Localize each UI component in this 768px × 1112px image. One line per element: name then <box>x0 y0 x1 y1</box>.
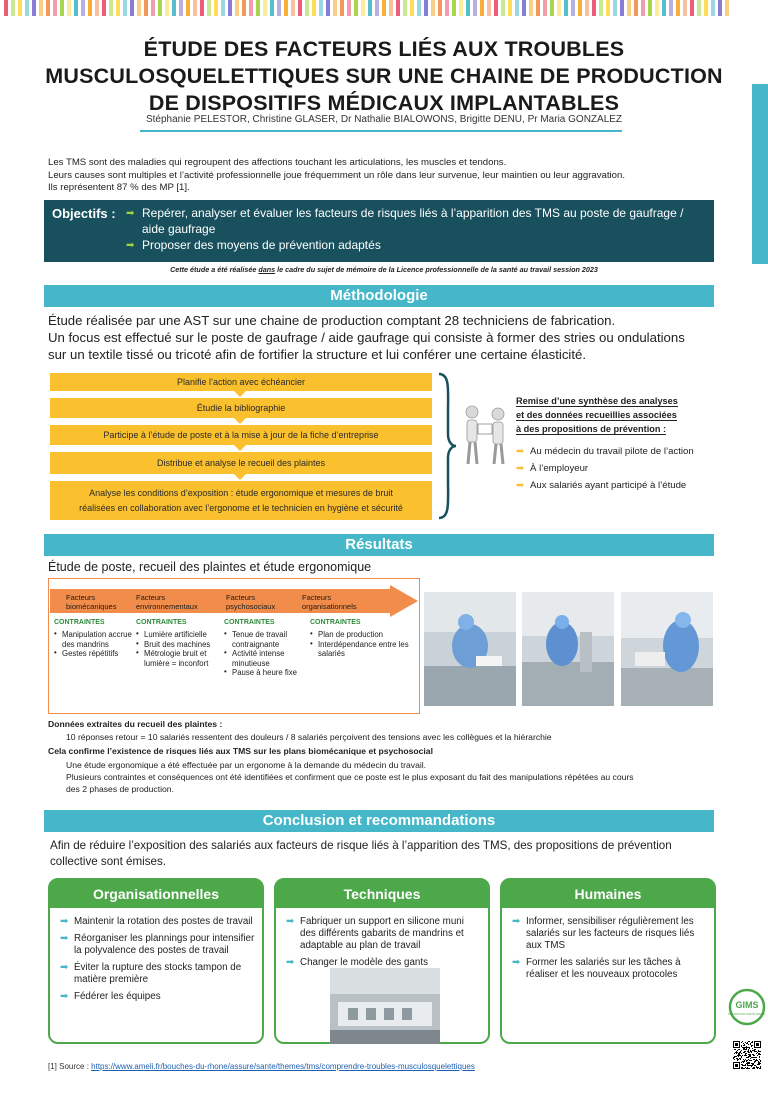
confetti-stripe <box>11 0 15 16</box>
complaints-title: Données extraites du recueil des plaintes : <box>48 719 223 729</box>
card-title: Humaines <box>502 880 714 908</box>
title-line: MUSCULOSQUELETTIQUES SUR UNE CHAINE DE PRODUCTION <box>45 64 723 88</box>
confetti-stripe <box>697 0 701 16</box>
confetti-stripe <box>88 0 92 16</box>
confetti-stripe <box>473 0 477 16</box>
recommendation-text: Fédérer les équipes <box>74 991 161 1002</box>
workstation-photo <box>621 592 713 706</box>
synthesis-line <box>516 408 726 422</box>
people-handshake-figure-icon <box>460 400 510 468</box>
poster-title <box>0 36 768 117</box>
intro-text <box>48 157 718 195</box>
recommendation-item <box>512 916 708 952</box>
objective-text: Repérer, analyser et évaluer les facteurs de risques liés à l’apparition des TMS au poste de gaufrage / aide gaufrage <box>142 206 684 236</box>
confetti-stripe <box>368 0 372 16</box>
confetti-stripe <box>585 0 589 16</box>
confetti-stripe <box>354 0 358 16</box>
confetti-stripe <box>522 0 526 16</box>
methodology-line: sur un textile tissé ou tricoté afin de fortifier la structure et lui conférer une certaine élasticité. <box>48 347 587 362</box>
ergonomic-line: Une étude ergonomique a été effectuée par un ergonome à la demande du médecin du travail. <box>66 760 427 770</box>
objectives-box <box>44 200 714 262</box>
confetti-stripe <box>277 0 281 16</box>
qr-code[interactable] <box>732 1040 762 1070</box>
card-title: Organisationnelles <box>50 880 262 908</box>
confetti-stripe <box>529 0 533 16</box>
constraint-item: • Plan de production <box>310 630 410 639</box>
ergonomic-study-text <box>66 759 716 795</box>
confetti-stripe <box>396 0 400 16</box>
confetti-stripe <box>620 0 624 16</box>
recommendation-text: Réorganiser les plannings pour intensifier la polyvalence des postes de travail <box>74 933 255 956</box>
methodology-line: Un focus est effectué sur le poste de gaufrage / aide gaufrage qui consiste à former des stries ou ondulations <box>48 330 685 345</box>
constraints-column <box>310 618 410 659</box>
confetti-stripe <box>256 0 260 16</box>
gims-logo <box>728 988 766 1026</box>
confetti-stripe <box>606 0 610 16</box>
confetti-stripe <box>627 0 631 16</box>
arrow-right-icon: ➡ <box>126 208 135 219</box>
objective-text: Proposer des moyens de prévention adaptés <box>142 238 381 252</box>
factor-line: Facteurs <box>302 593 332 602</box>
confetti-stripe <box>235 0 239 16</box>
source-label: [1] Source : <box>48 1062 92 1071</box>
recommendation-item <box>60 916 256 928</box>
confetti-stripe <box>137 0 141 16</box>
confetti-stripe <box>60 0 64 16</box>
confetti-stripe <box>445 0 449 16</box>
confetti-stripe <box>466 0 470 16</box>
arrow-right-icon: ➡ <box>126 240 135 251</box>
ergonomic-line: Plusieurs contraintes et conséquences ont été identifiées et confirment que ce poste est le plus exposant du fait des manipulations répétées au cours <box>66 772 634 782</box>
confetti-stripe <box>648 0 652 16</box>
confetti-stripe <box>221 0 225 16</box>
objectives-list <box>126 205 686 254</box>
confetti-stripe <box>158 0 162 16</box>
confetti-stripe <box>228 0 232 16</box>
note-text: le cadre du sujet de mémoire de la Licence professionnelle de la santé au travail session 2023 <box>275 265 598 274</box>
confetti-stripe <box>599 0 603 16</box>
intro-line: Ils représentent 87 % des MP [1]. <box>48 182 190 193</box>
synthesis-text: à des propositions de prévention : <box>516 424 667 434</box>
confetti-stripe <box>39 0 43 16</box>
recipient-list <box>516 443 736 494</box>
confetti-stripe <box>298 0 302 16</box>
confetti-stripe <box>326 0 330 16</box>
confetti-stripe <box>312 0 316 16</box>
confetti-stripe <box>508 0 512 16</box>
confetti-stripe <box>501 0 505 16</box>
source-link[interactable]: https://www.ameli.fr/bouches-du-rhone/assure/sante/themes/tms/comprendre-troubles-musculosquelettiques <box>91 1062 475 1071</box>
recipient-text: Au médecin du travail pilote de l’action <box>530 446 694 457</box>
recommendation-text: Éviter la rupture des stocks tampon de matière première <box>74 962 242 985</box>
confetti-stripe <box>438 0 442 16</box>
confetti-stripe <box>711 0 715 16</box>
ergonomic-line: des 2 phases de production. <box>66 784 174 794</box>
constraints-column <box>224 618 304 677</box>
confetti-stripe <box>347 0 351 16</box>
intro-line: Les TMS sont des maladies qui regroupent des affections touchant les articulations, les muscles et tendons. <box>48 157 507 168</box>
arrow-right-icon: ➡ <box>512 916 521 927</box>
confetti-stripe <box>704 0 708 16</box>
confetti-stripe <box>389 0 393 16</box>
confetti-stripe <box>431 0 435 16</box>
decorative-confetti-strip <box>0 0 768 18</box>
workstation-photo <box>424 592 516 706</box>
constraint-item: • Gestes répétitifs <box>54 649 134 658</box>
down-arrow-icon <box>234 445 246 451</box>
step-box: Distribue et analyse le recueil des plaintes <box>50 452 432 474</box>
recommendation-text: Fabriquer un support en silicone muni des différents gabarits de mandrins et adaptable au plan de travail <box>300 916 464 951</box>
section-heading-conclusion: Conclusion et recommandations <box>44 810 714 832</box>
confetti-stripe <box>207 0 211 16</box>
constraint-item: • Lumière artificielle <box>136 630 216 639</box>
recipient-item <box>516 460 736 477</box>
arrow-right-icon: ➡ <box>60 933 69 944</box>
confetti-stripe <box>382 0 386 16</box>
methodology-line: Étude réalisée par une AST sur une chaine de production comptant 28 techniciens de fabrication. <box>48 313 616 328</box>
confetti-stripe <box>564 0 568 16</box>
constraint-item: • Activité intense minutieuse <box>224 649 304 668</box>
confetti-stripe <box>32 0 36 16</box>
equipment-photo <box>330 968 440 1044</box>
arrow-right-icon: ➡ <box>286 957 295 968</box>
confetti-stripe <box>242 0 246 16</box>
step-box: Participe à l’étude de poste et à la mise à jour de la fiche d’entreprise <box>50 425 432 445</box>
confetti-stripe <box>557 0 561 16</box>
divider <box>140 130 622 132</box>
confetti-stripe <box>634 0 638 16</box>
confetti-stripe <box>578 0 582 16</box>
confetti-stripe <box>151 0 155 16</box>
confetti-stripe <box>74 0 78 16</box>
confetti-stripe <box>410 0 414 16</box>
factor-label <box>66 593 116 611</box>
recommendation-text: Former les salariés sur les tâches à réaliser et les nouveaux protocoles <box>526 957 681 980</box>
factor-line: Facteurs <box>66 593 96 602</box>
confetti-stripe <box>144 0 148 16</box>
factor-label <box>226 593 275 611</box>
confetti-stripe <box>375 0 379 16</box>
confetti-stripe <box>403 0 407 16</box>
confetti-stripe <box>494 0 498 16</box>
factor-label <box>136 593 198 611</box>
confetti-stripe <box>550 0 554 16</box>
confetti-stripe <box>480 0 484 16</box>
confetti-stripe <box>487 0 491 16</box>
step-box <box>50 481 432 520</box>
logo-text: GIMS <box>735 1000 759 1010</box>
confetti-stripe <box>718 0 722 16</box>
arrow-right-icon: ➡ <box>512 957 521 968</box>
confirmation-title: Cela confirme l’existence de risques liés aux TMS sur les plans biomécanique et psychosocial <box>48 746 433 756</box>
confetti-stripe <box>214 0 218 16</box>
arrow-right-icon: ➡ <box>516 480 525 491</box>
confetti-stripe <box>543 0 547 16</box>
objectives-label: Objectifs : <box>52 206 116 221</box>
confetti-stripe <box>46 0 50 16</box>
confetti-stripe <box>123 0 127 16</box>
confetti-stripe <box>452 0 456 16</box>
constraints-column <box>136 618 216 668</box>
step-box: Planifie l’action avec échéancier <box>50 373 432 391</box>
title-line: DE DISPOSITIFS MÉDICAUX IMPLANTABLES <box>148 91 620 115</box>
step-line: réalisées en collaboration avec l’ergonome et le technicien en hygiène et sécurité <box>79 502 403 513</box>
constraints-label: CONTRAINTES <box>310 619 361 626</box>
synthesis-line <box>516 394 726 408</box>
confetti-stripe <box>536 0 540 16</box>
recommendation-item <box>60 962 256 986</box>
constraint-item: • Manipulation accrue des mandrins <box>54 630 134 649</box>
confetti-stripe <box>662 0 666 16</box>
recommendation-text: Changer le modèle des gants <box>300 957 428 968</box>
factor-label <box>302 593 357 611</box>
synthesis-text: et des données recueillies associées <box>516 410 677 420</box>
down-arrow-icon <box>234 474 246 480</box>
synthesis-title <box>516 394 726 436</box>
confetti-stripe <box>515 0 519 16</box>
arrow-right-icon: ➡ <box>60 991 69 1002</box>
section-heading-resultats: Résultats <box>44 534 714 556</box>
factor-line: biomécaniques <box>66 602 117 611</box>
confetti-stripe <box>95 0 99 16</box>
recipient-text: Aux salariés ayant participé à l’étude <box>530 480 687 491</box>
card-humaines <box>500 878 716 1044</box>
constraint-item: • Tenue de travail contraignante <box>224 630 304 649</box>
factor-line: Facteurs <box>226 593 256 602</box>
factor-line: Facteurs <box>136 593 166 602</box>
conclusion-line: collective sont émises. <box>50 855 166 868</box>
confetti-stripe <box>81 0 85 16</box>
down-arrow-icon <box>234 418 246 424</box>
confetti-stripe <box>102 0 106 16</box>
confetti-stripe <box>179 0 183 16</box>
constraints-label: CONTRAINTES <box>136 619 187 626</box>
confetti-stripe <box>186 0 190 16</box>
logo-subtext: PRÉVENTION SANTÉ TRAVAIL <box>728 1013 766 1016</box>
confetti-stripe <box>641 0 645 16</box>
confetti-stripe <box>676 0 680 16</box>
confetti-stripe <box>291 0 295 16</box>
factor-line: psychosociaux <box>226 602 276 611</box>
confetti-stripe <box>333 0 337 16</box>
arrow-right-icon: ➡ <box>516 446 525 457</box>
confetti-stripe <box>669 0 673 16</box>
confetti-stripe <box>424 0 428 16</box>
arrow-right-icon: ➡ <box>516 463 525 474</box>
confetti-stripe <box>130 0 134 16</box>
confetti-stripe <box>571 0 575 16</box>
curly-brace-icon <box>436 372 458 520</box>
conclusion-text <box>50 838 718 870</box>
recommendation-item <box>286 916 482 952</box>
recommendation-item <box>512 957 708 981</box>
study-note <box>0 265 768 274</box>
factor-line: environnementaux <box>136 602 198 611</box>
synthesis-text: Remise d’une synthèse des analyses <box>516 396 678 406</box>
confetti-stripe <box>116 0 120 16</box>
confetti-stripe <box>109 0 113 16</box>
card-organisationnelles <box>48 878 264 1044</box>
confetti-stripe <box>200 0 204 16</box>
source-footnote <box>48 1062 475 1071</box>
recipient-item <box>516 477 736 494</box>
conclusion-line: Afin de réduire l’exposition des salariés aux facteurs de risque liés à l’apparition des TMS, des propositions de prévention <box>50 839 672 852</box>
confetti-stripe <box>4 0 8 16</box>
confetti-stripe <box>193 0 197 16</box>
objective-item <box>126 205 686 237</box>
confetti-stripe <box>592 0 596 16</box>
note-text: Cette étude a été réalisée <box>170 265 259 274</box>
confetti-stripe <box>305 0 309 16</box>
confetti-stripe <box>165 0 169 16</box>
confetti-stripe <box>67 0 71 16</box>
card-title: Techniques <box>276 880 488 908</box>
objective-item <box>126 237 686 254</box>
workstation-photo <box>522 592 614 706</box>
results-subheading: Étude de poste, recueil des plaintes et étude ergonomique <box>48 560 372 574</box>
constraints-label: CONTRAINTES <box>224 619 275 626</box>
confetti-stripe <box>690 0 694 16</box>
constraints-column <box>54 618 134 659</box>
confetti-stripe <box>18 0 22 16</box>
authors: Stéphanie PELESTOR, Christine GLASER, Dr Nathalie BIALOWONS, Brigitte DENU, Pr Maria GONZALEZ <box>145 114 623 125</box>
confetti-stripe <box>613 0 617 16</box>
confetti-stripe <box>270 0 274 16</box>
confetti-stripe <box>319 0 323 16</box>
arrow-right-icon: ➡ <box>60 962 69 973</box>
constraint-item: • Interdépendance entre les salariés <box>310 640 410 659</box>
confetti-stripe <box>340 0 344 16</box>
confetti-stripe <box>172 0 176 16</box>
recipient-item <box>516 443 736 460</box>
step-line: Analyse les conditions d’exposition : étude ergonomique et mesures de bruit <box>89 487 393 498</box>
recipient-text: À l’employeur <box>530 463 589 474</box>
constraints-label: CONTRAINTES <box>54 619 105 626</box>
confetti-stripe <box>361 0 365 16</box>
confetti-stripe <box>683 0 687 16</box>
confetti-stripe <box>25 0 29 16</box>
synthesis-line <box>516 422 726 436</box>
confetti-stripe <box>459 0 463 16</box>
confetti-stripe <box>284 0 288 16</box>
complaints-text: 10 réponses retour = 10 salariés ressentent des douleurs / 8 salariés perçoivent des tensions avec les collègues et la hiérarchie <box>66 732 552 742</box>
recommendation-text: Maintenir la rotation des postes de travail <box>74 916 253 927</box>
confetti-stripe <box>53 0 57 16</box>
arrow-right-icon: ➡ <box>60 916 69 927</box>
confetti-stripe <box>655 0 659 16</box>
step-box: Étudie la bibliographie <box>50 398 432 418</box>
constraint-item: • Pause à heure fixe <box>224 668 304 677</box>
section-heading-methodologie: Méthodologie <box>44 285 714 307</box>
arrow-right-icon: ➡ <box>286 916 295 927</box>
confetti-stripe <box>249 0 253 16</box>
confetti-stripe <box>263 0 267 16</box>
factor-line: organisationnels <box>302 602 357 611</box>
recommendation-text: Informer, sensibiliser régulièrement les salariés sur les facteurs de risques liés aux TMS <box>526 916 695 951</box>
methodology-text <box>48 312 728 363</box>
constraint-item: • Bruit des machines <box>136 640 216 649</box>
down-arrow-icon <box>234 391 246 397</box>
recommendation-item <box>60 991 256 1003</box>
confetti-stripe <box>725 0 729 16</box>
recommendation-item <box>60 933 256 957</box>
constraint-item: • Métrologie bruit et lumière = inconfort <box>136 649 216 668</box>
note-text: dans <box>258 265 276 274</box>
title-line: ÉTUDE DES FACTEURS LIÉS AUX TROUBLES <box>143 37 625 61</box>
confetti-stripe <box>417 0 421 16</box>
intro-line: Leurs causes sont multiples et l’activité professionnelle joue fréquemment un rôle dans leur survenue, leur maintien ou leur aggravation. <box>48 169 626 181</box>
